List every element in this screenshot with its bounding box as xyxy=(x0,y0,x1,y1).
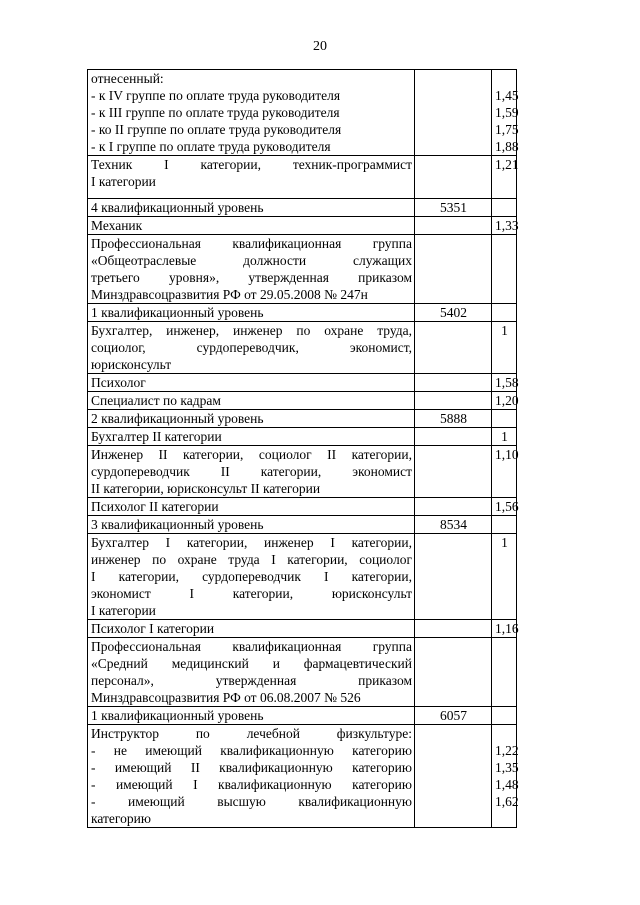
table-row xyxy=(88,725,517,828)
coefficient-value xyxy=(495,725,514,742)
base-salary-cell xyxy=(415,217,492,235)
coefficient-value: 1 xyxy=(501,429,508,444)
table-row xyxy=(88,70,517,156)
table-row xyxy=(88,235,517,304)
coefficient-value xyxy=(495,707,514,724)
position-name-line: I категории, сурдопереводчик I категории, xyxy=(91,569,412,584)
position-name-line: Профессиональная квалификационная группа xyxy=(91,236,412,251)
position-name-line: Психолог xyxy=(91,375,146,390)
coefficient-value: 1,59 xyxy=(495,105,519,120)
coefficient-value xyxy=(495,199,514,216)
coefficient-value: 1,56 xyxy=(495,499,519,514)
position-name-line: - к III группе по оплате труда руководителя xyxy=(91,105,340,120)
base-salary-cell xyxy=(415,707,492,725)
coefficient-value: 1 xyxy=(501,535,508,550)
base-salary-cell xyxy=(415,498,492,516)
coefficient-cell xyxy=(492,707,517,725)
base-salary-cell xyxy=(415,304,492,322)
position-name-cell xyxy=(88,374,415,392)
coefficient-value: 1,62 xyxy=(495,794,519,809)
position-name-cell xyxy=(88,199,415,217)
position-name-cell xyxy=(88,446,415,498)
coefficient-value: 1,21 xyxy=(495,157,519,172)
position-name-line: третьего уровня», утвержденная приказом xyxy=(91,270,412,285)
base-salary-value xyxy=(418,156,489,173)
table-row xyxy=(88,392,517,410)
base-salary-cell xyxy=(415,620,492,638)
base-salary-cell xyxy=(415,516,492,534)
position-name-line: Инженер II категории, социолог II категории, xyxy=(91,447,412,462)
position-name-line: экономист I категории, юрисконсульт xyxy=(91,586,412,601)
position-name-cell xyxy=(88,235,415,304)
coefficient-cell xyxy=(492,217,517,235)
position-name-cell xyxy=(88,707,415,725)
base-salary-value: 6057 xyxy=(440,708,467,723)
position-name-cell xyxy=(88,322,415,374)
coefficient-cell xyxy=(492,199,517,217)
coefficient-value xyxy=(495,410,514,427)
base-salary-cell xyxy=(415,322,492,374)
base-salary-cell xyxy=(415,534,492,620)
coefficient-value xyxy=(495,304,514,321)
coefficient-value: 1,88 xyxy=(495,139,519,154)
position-name-line: Минздравсоцразвития РФ от 06.08.2007 № 526 xyxy=(91,690,361,705)
base-salary-value xyxy=(418,392,489,409)
base-salary-value xyxy=(418,620,489,637)
position-name-cell xyxy=(88,410,415,428)
position-name-line: «Общеотраслевые должности служащих xyxy=(91,253,412,268)
position-name-line: персонал», утвержденная приказом xyxy=(91,673,412,688)
position-name-line: отнесенный: xyxy=(91,71,164,86)
position-name-cell xyxy=(88,638,415,707)
table-row xyxy=(88,446,517,498)
position-name-cell xyxy=(88,156,415,199)
coefficient-value: 1,16 xyxy=(495,621,519,636)
table-row xyxy=(88,199,517,217)
base-salary-value xyxy=(418,374,489,391)
base-salary-value xyxy=(418,70,489,87)
base-salary-value xyxy=(418,534,489,551)
table-row xyxy=(88,322,517,374)
coefficient-value xyxy=(495,516,514,533)
position-name-cell xyxy=(88,304,415,322)
position-name-line: Бухгалтер I категории, инженер I категории, xyxy=(91,535,412,550)
coefficient-cell xyxy=(492,235,517,304)
coefficient-cell xyxy=(492,374,517,392)
coefficient-value: 1,45 xyxy=(495,88,519,103)
position-name-line: сурдопереводчик II категории, экономист xyxy=(91,464,412,479)
coefficient-cell xyxy=(492,498,517,516)
position-name-line: социолог, сурдопереводчик, экономист, xyxy=(91,340,412,355)
salary-coefficient-table xyxy=(87,69,517,828)
table-body xyxy=(88,70,517,828)
table-row xyxy=(88,534,517,620)
coefficient-cell xyxy=(492,516,517,534)
coefficient-cell xyxy=(492,156,517,199)
coefficient-cell xyxy=(492,410,517,428)
coefficient-value: 1,75 xyxy=(495,122,519,137)
position-name-cell xyxy=(88,725,415,828)
position-name-line: «Средний медицинский и фармацевтический xyxy=(91,656,412,671)
base-salary-value xyxy=(418,428,489,445)
position-name-cell xyxy=(88,428,415,446)
base-salary-cell xyxy=(415,725,492,828)
position-name-line: 1 квалификационный уровень xyxy=(91,305,264,320)
position-name-line: Бухгалтер, инженер, инженер по охране труда, xyxy=(91,323,412,338)
coefficient-cell xyxy=(492,392,517,410)
base-salary-value xyxy=(418,638,489,655)
position-name-cell xyxy=(88,392,415,410)
position-name-cell xyxy=(88,70,415,156)
table-row xyxy=(88,217,517,235)
position-name-line: 3 квалификационный уровень xyxy=(91,517,264,532)
position-name-cell xyxy=(88,516,415,534)
base-salary-value xyxy=(418,725,489,742)
position-name-line: II категории, юрисконсульт II категории xyxy=(91,481,321,496)
table-row xyxy=(88,156,517,199)
coefficient-cell xyxy=(492,304,517,322)
coefficient-cell xyxy=(492,620,517,638)
coefficient-value: 1,20 xyxy=(495,393,519,408)
position-name-cell xyxy=(88,620,415,638)
position-name-line: Профессиональная квалификационная группа xyxy=(91,639,412,654)
position-name-line: категорию xyxy=(91,811,151,826)
base-salary-value: 8534 xyxy=(440,517,467,532)
base-salary-value xyxy=(418,217,489,234)
coefficient-cell xyxy=(492,638,517,707)
position-name-line: Техник I категории, техник-программист xyxy=(91,157,412,172)
table-row xyxy=(88,374,517,392)
table-row xyxy=(88,304,517,322)
position-name-cell xyxy=(88,498,415,516)
table-row xyxy=(88,516,517,534)
table-row xyxy=(88,638,517,707)
coefficient-cell xyxy=(492,428,517,446)
position-name-line: Психолог I категории xyxy=(91,621,215,636)
coefficient-cell xyxy=(492,446,517,498)
position-name-line: - к IV группе по оплате труда руководителя xyxy=(91,88,341,103)
base-salary-value xyxy=(418,322,489,339)
coefficient-value: 1,10 xyxy=(495,447,519,462)
base-salary-value: 5402 xyxy=(440,305,467,320)
position-name-line: - не имеющий квалификационную категорию xyxy=(91,743,412,758)
table-row xyxy=(88,410,517,428)
base-salary-cell xyxy=(415,392,492,410)
table-row xyxy=(88,707,517,725)
table-row xyxy=(88,620,517,638)
position-name-line: I категории xyxy=(91,603,156,618)
position-name-line: - имеющий высшую квалификационную xyxy=(91,794,412,809)
position-name-line: Инструктор по лечебной физкультуре: xyxy=(91,726,412,741)
coefficient-value: 1,35 xyxy=(495,760,519,775)
position-name-line: Механик xyxy=(91,218,143,233)
position-name-line: - имеющий II квалификационную категорию xyxy=(91,760,412,775)
base-salary-cell xyxy=(415,235,492,304)
base-salary-cell xyxy=(415,374,492,392)
base-salary-cell xyxy=(415,446,492,498)
page-number: 20 xyxy=(313,39,327,54)
coefficient-value: 1,33 xyxy=(495,218,519,233)
coefficient-cell xyxy=(492,725,517,828)
position-name-line: Минздравсоцразвития РФ от 29.05.2008 № 247н xyxy=(91,287,368,302)
position-name-line: Специалист по кадрам xyxy=(91,393,221,408)
position-name-line: инженер по охране труда I категории, социолог xyxy=(91,552,412,567)
coefficient-value: 1 xyxy=(501,323,508,338)
position-name-line: 4 квалификационный уровень xyxy=(91,200,264,215)
base-salary-value: 5351 xyxy=(440,200,467,215)
base-salary-value xyxy=(418,235,489,252)
position-name-line: - имеющий I квалификационную категорию xyxy=(91,777,412,792)
position-name-line: I категории xyxy=(91,174,156,189)
coefficient-value xyxy=(495,70,514,87)
position-name-line: 2 квалификационный уровень xyxy=(91,411,264,426)
coefficient-value: 1,48 xyxy=(495,777,519,792)
position-name-line: юрисконсульт xyxy=(91,357,172,372)
base-salary-cell xyxy=(415,156,492,199)
base-salary-cell xyxy=(415,410,492,428)
coefficient-value: 1,58 xyxy=(495,375,519,390)
coefficient-value: 1,22 xyxy=(495,743,519,758)
base-salary-cell xyxy=(415,199,492,217)
position-name-line: 1 квалификационный уровень xyxy=(91,708,264,723)
table-row xyxy=(88,498,517,516)
coefficient-value xyxy=(495,235,514,252)
table-row xyxy=(88,428,517,446)
base-salary-cell xyxy=(415,428,492,446)
position-name-line: Бухгалтер II категории xyxy=(91,429,222,444)
position-name-cell xyxy=(88,534,415,620)
coefficient-cell xyxy=(492,70,517,156)
position-name-line: - ко II группе по оплате труда руководителя xyxy=(91,122,342,137)
position-name-line: - к I группе по оплате труда руководителя xyxy=(91,139,331,154)
base-salary-cell xyxy=(415,70,492,156)
coefficient-cell xyxy=(492,534,517,620)
coefficient-value xyxy=(495,638,514,655)
base-salary-value xyxy=(418,498,489,515)
position-name-cell xyxy=(88,217,415,235)
base-salary-value: 5888 xyxy=(440,411,467,426)
base-salary-cell xyxy=(415,638,492,707)
position-name-line: Психолог II категории xyxy=(91,499,219,514)
base-salary-value xyxy=(418,446,489,463)
coefficient-cell xyxy=(492,322,517,374)
